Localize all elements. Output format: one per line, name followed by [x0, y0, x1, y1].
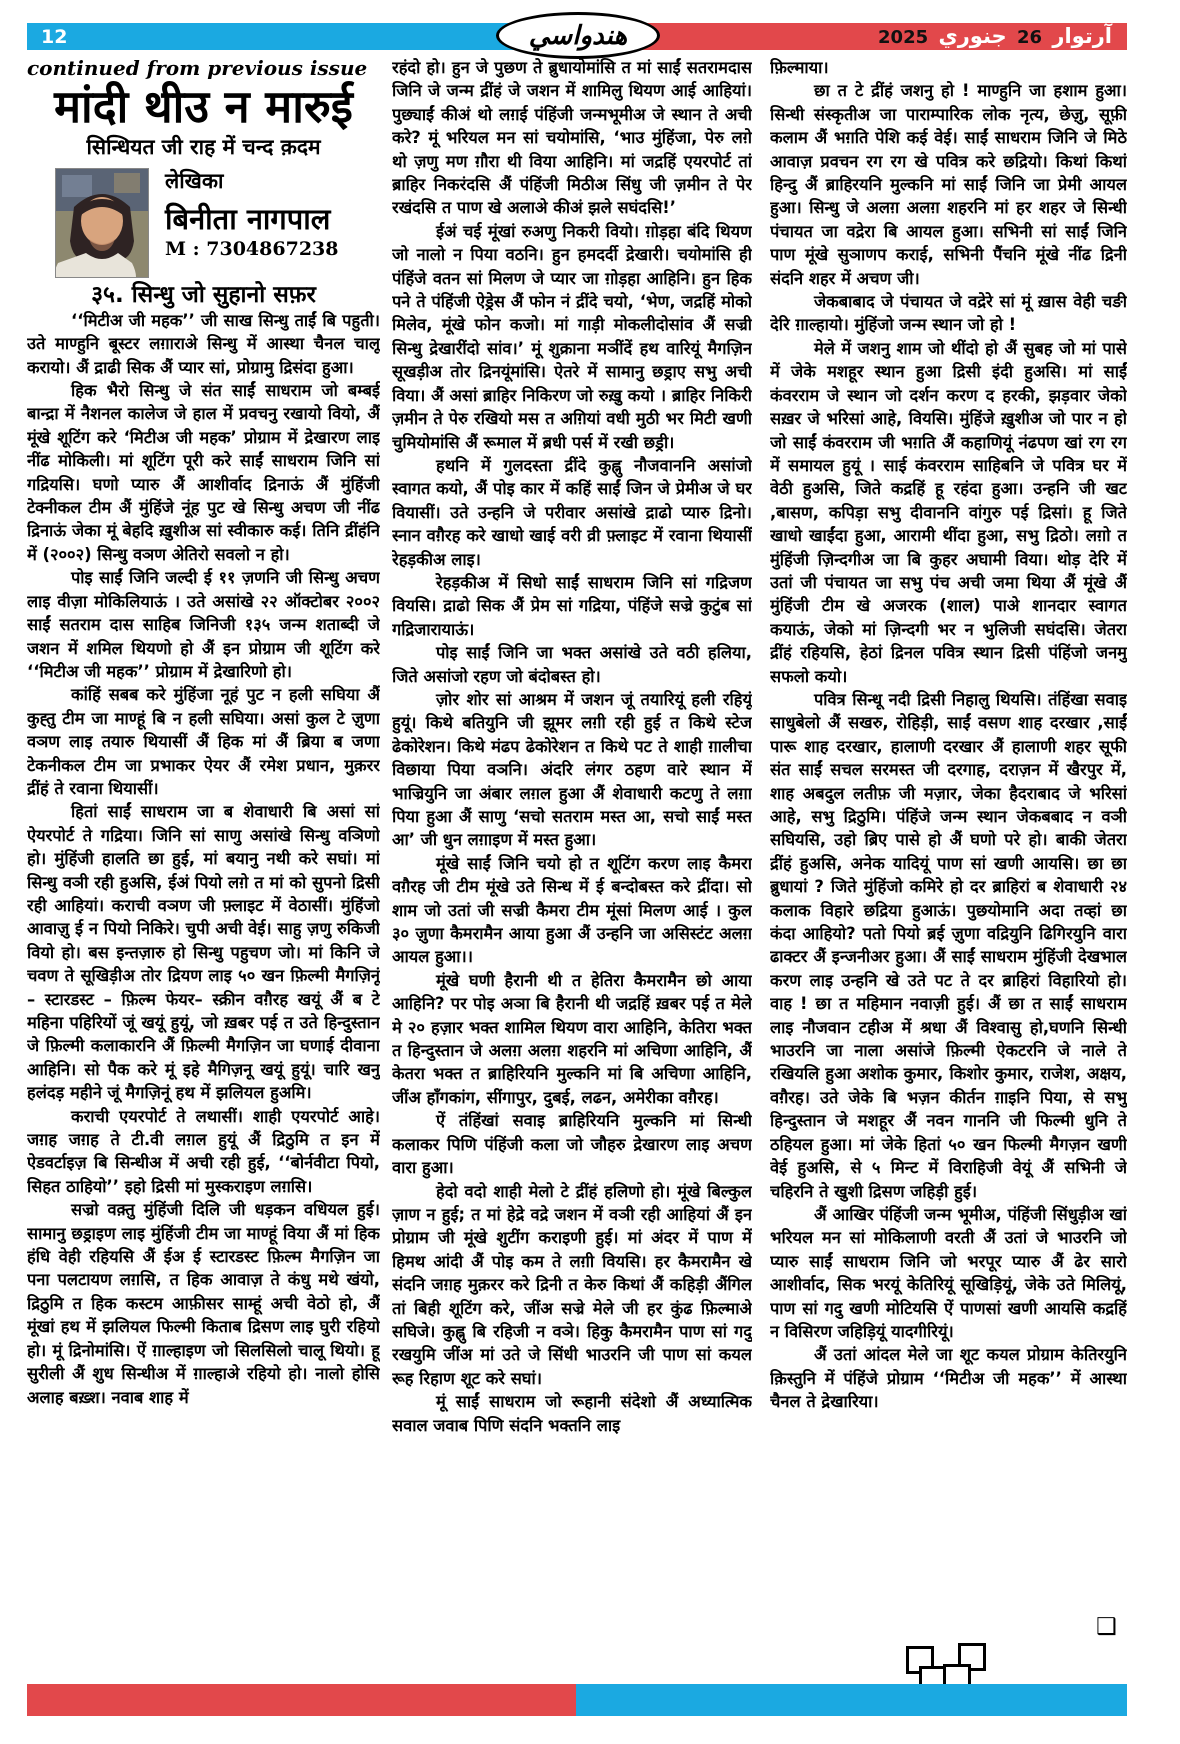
paragraph: अैं आखिर पंहिंजी जन्म भूमीअ, पंहिंजी सिंधुड़ीअ खां भरियल मन सां मोकिलाणी वरती अैं उतां जे भाउरनि जो प्यारु साईं साधराम जिनि जो भरपूर प्यारु अैं ढेर सारो आशीर्वाद, सिक भरयूं केतिरियूं सूखिड़ियूं, जेके उते मिलियूं, पाण सां गदु खणी मोटियसि ऐं पाणसां खणी आयसि कद्रहिं न विसिरण जहिड़ियूं यादगीरियूं।	[770, 1204, 1127, 1341]
article-subhead: सिन्धियत जी राह में चन्द क़दम	[86, 135, 321, 159]
paragraph: पोइ साईं जिनि जा भक्त असांखे उते वठी हलिया, जिते असांजो रहण जो बंदोबस्त हो।	[392, 643, 752, 686]
paragraph: हितां साईं साधराम जा ब शेवाधारी बि असां सां ऐयरपोर्ट ते गद्रिया। जिनि सां साणु असांखे सिन्धु वञिणो हो। मुंहिंजी हालति छा हुई, मां बयानु नथी करे सघां। मां सिन्धु वञी रही हुअसि, ईअं पियो लग़े त मां को सुपनो द्रिसी रही आहियां। कराची वञण जी फ़्लाइट में वेठासीं। मुंहिंजो आवाज़ु ई न पियो निकिरे। चुपी अची वेई। साहु ज़णु रुकिजी वियो हो। बस इन्तज़ारु हो सिन्धु पहुचण जो। मां किनि जे चवण ते सूखिड़ीअ तोर द्रियण लाइ ५० खन फ़िल्मी मैगज़िनूं – स्टारडस्ट – फ़िल्म फेयर– स्क्रीन वग़ैरह खयूं अैं ब टे महिना पहिरियों जूं खयूं हुयूं, जो ख़बर पई त उते हिन्दुस्तान जे फ़िल्मी कलाकारनि अैं फ़िल्मी मैगज़िन जा घणाई दीवाना आहिनि। सो पैक करे मूं इहे मैगिज़नू खयूं हुयूं। चारि खनु हलंदड़ महीने जूं मैगज़िनूं हथ में झलियल हुअमि।	[27, 802, 380, 1103]
column-1	[27, 56, 380, 1668]
author-photo	[55, 168, 149, 278]
article-headline: मांदी थीउ न मारुई	[54, 80, 353, 133]
paragraph: ऐं तंहिंखां सवाइ ब्राहिरियनि मुल्कनि मां सिन्धी कलाकर पिणि पंहिंजी कला जो जौहरु द्रेखारण लाइ अचण वारा हुआ।	[392, 1111, 752, 1178]
paragraph: जेकबाबाद जे पंचायत जे वद्रेरे सां मूं ख़ास वेही चङी देरि ग़ाल्हायो। मुंहिंजो जन्म स्थान जो हो !	[770, 292, 1127, 335]
date-day: 26	[1016, 27, 1043, 48]
paragraph: कांहिं सबब करे मुंहिंजा नूहं पुट न हली सघिया अैं कुह्तु टीम जा माण्हूं बि न हली सघिया। असां कुल टे ज़ुणा वञण लाइ तयारु थियासीं अैं हिक मां अैं ब्रिया ब जणा टेकनीकल टीम जा प्रभाकर ऐयर अैं रमेश प्रधान, मुक़रर द्रींहं ते रवाना थियासीं।	[27, 685, 380, 798]
author-name: बिनीता नागपाल	[165, 201, 331, 236]
masthead-bar-cyan	[27, 23, 519, 50]
paragraph: कराची एयरपोर्ट ते लथासीं। शाही एयरपोर्ट आहे। जग़ह जग़ह ते टी.वी लग़ल हुयूं अैं द्रिठुमि त इन में ऐडवर्टाइज़ बि सिन्धीअ में अची रही हुई, ‘‘बोर्नवीटा पियो, सिहत ठाहियो’’ इहो द्रिसी मां मुस्कराइण लग़सि।	[27, 1106, 380, 1196]
paragraph: मूं साईं साधराम जो रूहानी संदेशो अैं अध्यात्मिक सवाल जवाब पिणि संदनि भक्तनि लाइ	[392, 1392, 752, 1435]
column-1-text	[27, 309, 380, 1409]
date-month: جنوري	[938, 24, 1007, 48]
continued-note: continued from previous issue	[27, 56, 368, 80]
paragraph: रहंदो हो। हुन जे पुछण ते ब्रुधायोमांसि त मां साईं सतरामदास जिनि जे जन्म द्रींहं जे जशन में शामिलु थियण आई आहियां। पुछ्याईं कीअं थो लग़ई पंहिंजी जन्मभूमीअ जे स्थान ते अची करे? मूं भरियल मन सां चयोमांसि, ‘भाउ मुंहिंजा, पेरु लग़े थो ज़णु मण ग़ौरा थी विया आहिनि। मां जद्रहिं एयरपोर्ट तां ब्राहिर निकरंदसि अैं पंहिंजी मिठीअ सिंधु जी ज़मीन ते पेर रखंदसि त पाण खे अलाअे कीअं झले सघंदसि!’	[392, 58, 752, 218]
paragraph: हिक भैरो सिन्धु जे संत साईं साधराम जो बम्बई बान्द्रा में नैशनल कालेज जे हाल में प्रवचनु रखायो वियो, अैं मूंखे शूटिंग करे ‘मिटीअ जी महक’ प्रोग्राम में द्रेखारण लाइ नींढ मोकिली। मां शूटिंग पूरी करे साईं साधराम जिनि सां गद्रियसि। घणो प्यारु अैं आशीर्वाद द्रिनाऊं अैं मुंहिंजी टेक्नीकल टीम अैं मुंहिंजे नूंह पुट खे सिन्धु अचण जी नींढ द्रिनाऊं जेका मूं बेहदि ख़ुशीअ सां स्वीकारु कई। तिनि द्रींहंनि में (२००२) सिन्धु वञण अेतिरो सवलो न हो।	[27, 381, 380, 564]
author-label: लेखिका	[165, 169, 224, 194]
paragraph: रेहड़कीअ में सिधो साईं साधराम जिनि सां गद्रिजण वियसि। द्राढो सिक अैं प्रेम सां गद्रिया, पंहिंजे सज्रे कुटुंब सां गद्रिजारायाऊं।	[392, 572, 752, 639]
paragraph: ‘‘मिटीअ जी महक’’ जी साख सिन्धु ताईं बि पहुती। उते माण्हुनि बूस्टर लग़ाराअे सिन्धु में आस्था चैनल चालू करायो। अैं द्राढी सिक अैं प्यार सां, प्रोग्रामु द्रिसंदा हुआ।	[27, 310, 380, 377]
column-2	[392, 56, 752, 1668]
footer-bar	[27, 1684, 1127, 1716]
date-weekday: آرتوار	[1052, 24, 1112, 48]
footer-bar-red	[27, 1684, 576, 1716]
paragraph: पवित्र सिन्धू नदी द्रिसी निहालु थियसि। तंहिंखा सवाइ साधुबेलो अैं सखरु, रोहिड़ी, साईं वसण शाह दरखार ,साईं पारू शाह दरखार, हालाणी दरखार अैं हालाणी शहर सूफी संत साईं सचल सरमस्त जी दरगाह, दराज़न में खैरपुर में, शाह अबदुल लतीफ़ जी मज़ार, जेका हैदराबाद जे भरिसां आहे, सभु द्रिठुमि। पंहिंजे जन्म स्थान जेकबबाद न वञी सघियसि, उहो ब्रिए पासे हो अैं घणो परे हो। बाकी जेतरा द्रींहं हुअसि, अनेक यादियूं पाण सां खणी आयसि। छा छा ब्रुधायां ? जिते मुंहिंजो कमिरे हो दर ब्राहिरां ब शेवाधारी २४ कलाक विहारे छद्रिया हुआऊं। पुछयोमानि अदा तव्हां छा कंदा आहियो? पतो पियो ब्रई ज़ुणा वद्रियुनि ढिगिरयुनि वारा ढाक्टर अैं इन्जनीअर हुआ। अैं साईं साधराम मुंहिंजी देखभाल करण लाइ उन्हनि खे उते पट ते दर ब्राहिरां विहारियो हो। वाह ! छा त महिमान नवाज़ी हुई। अैं छा त साईं साधराम लाइ नौजवान टहीअ में श्रधा अैं विश्वासु हो,घणनि सिन्धी भाउरनि जा नाला असांजे फ़िल्मी ऐकटरनि जे नाले ते रखियलि हुआ अशोक कुमार, किशोर कुमार, राजेश, अक्षय, वग़ैरह। उते जेके बि भज़न कीर्तन ग़ाइनि पिया, से सभु हिन्दुस्तान जे मशहूर अैं नवन गाननि जी फिल्मी धुनि ते ठहियल हुआ। मां जेके हितां ५० खन फिल्मी मैगज़न खणी वेई हुअसि, से ५ मिन्ट में विराहिजी वेयूं अैं सभिनी जे चहिरनि ते खुशी द्रिसण जहिड़ी हुई।	[770, 689, 1127, 1201]
paragraph: ज़ोर शोर सां आश्रम में जशन जूं तयारियूं हली रहियूं हुयूं। किथे बतियुनि जी झूमर लग़ी रही हुई त किथे स्टेज ढेकोरेशन। किथे मंढप ढेकोरेशन त किथे पट ते शाही ग़ालीचा विछाया पिया वञनि। अंदरि लंगर ठहण वारे स्थान में भाज्रियुनि जा अंबार लग़ल हुआ अैं शेवाधारी कटणु ते लग़ा पिया हुआ अैं साणु ‘सचो सतराम मस्त आ, सचो साईं मस्त आ’ जी धुन लग़ाइण में मस्त हुआ।	[392, 689, 752, 850]
author-block	[55, 168, 380, 278]
paragraph: अैं उतां आंदल मेले जा शूट कयल प्रोग्राम केतिरयुनि क़िस्तुनि में पंहिंजे प्रोग्राम ‘‘मिटीअ जी महक’’ में आस्था चैनल ते द्रेखारिया।	[770, 1345, 1127, 1412]
date-line	[875, 23, 1112, 50]
paragraph: हथनि में गुलदस्ता द्रींदे कुह्नु नौजवाननि असांजो स्वागत कयो, अैं पोइ कार में कहिं साईं जिन जे प्रेमीअ जे घर वियासीं। उते उन्हनि जे परीवार असांखे द्राढो प्यारु द्रिनो। स्नान वग़ैरह करे खाधो खाई वरी व्री फ़्लाइट में रवाना थियासीं रेहड़कीअ लाइ।	[392, 455, 752, 569]
paragraph: मेले में जशनु शाम जो थींदो हो अैं सुबह जो मां पासे में जेके मशहूर स्थान हुआ द्रिसी इंदी हुअसि। मां साईं कंवरराम जे स्थान जो दर्शन करण द हरकी, झड़वार जेको सख़र जे भरिसां आहे, वियसि। मुंहिंजे ख़ुशीअ जो पार न हो जो साईं कंवरराम जी भग़ति अैं कहाणियूं नंढपण खां रग रग में समायल हुयूं । साई कंवरराम साहिबनि जे पवित्र घर में वेठी हुअसि, जिते कद्रहिं हू रहंदा हुआ। उन्हनि जी खट ,बासण, कपिड़ा सभु दीवाननि वांगुरु पई द्रिसां। हू जिते खाधो खाईंदा हुआ, आरामी थींदा हुआ, सभु द्रिठो। लग़ो त मुंहिंजी ज़िन्दगीअ जा बि कुहर अघामी विया। थोड़ देरि में उतां जी पंचायत जा सभु पंच अची जमा थिया अैं मूंखे अैं मुंहिंजी टीम खे अजरक (शाल) पाअे शानदार स्वागत कयाऊं, जेको मां ज़िन्दगी भर न भुलिजी सघंदसि। जेतरा द्रींहं रहियसि, हेठां द्रिनल पवित्र स्थान द्रिसी पंहिंजो जनमु सफलो कयो।	[770, 338, 1127, 686]
article-head	[27, 56, 380, 308]
date-year: 2025	[878, 27, 929, 48]
author-info	[165, 168, 338, 261]
footer-bar-cyan	[576, 1684, 1127, 1716]
author-phone: M : 7304867238	[165, 237, 339, 260]
paragraph: सज्रो वक़्तु मुंहिंजी दिलि जी धड़कन वधियल हुई। सामानु छड्राइण लाइ मुंहिंजी टीम जा माण्हूं विया अैं मां हिक हंधि वेही रहियसि अैं ईअ ई स्टारडस्ट फ़िल्म मैगज़िन जा पना पलटायण लग़सि, त हिक आवाज़ ते कंधु मथे खंयो, द्रिठुमि त हिक कस्टम आफ़ीसर साम्हूं अची वेठो हो, अैं मूंखां हथ में झलियल फिल्मी किताब द्रिसण लाइ घुरी रहियो हो। मूं द्रिनोमांसि। ऐं ग़ाल्हाइण जो सिलसिलो चालू थियो। हू सुरीली अैं शुध सिन्धीअ में ग़ाल्हाअे रहियो हो। नालो होसि अलाह बख़्श। नवाब शाह में	[27, 1200, 380, 1407]
paragraph: हेदो वदो शाही मेलो टे द्रींहं हलिणो हो। मूंखे बिल्कुल ज़ाण न हुई; त मां हेद्रे वद्रे जशन में वञी रही आहियां अैं इन प्रोग्राम जी मूंखे शुटींग कराइणी हुई। मां अंदर में पाण में हिमथ आंदी अैं पोइ कम ते लग़ी वियसि। हर कैमरामैन खे संदनि जग़ह मुक़रर करे द्रिनी त केरु किथां अैं कहिड़ी अैंगिल तां बिही शूटिंग करे, जींअ सज्रे मेले जी हर कुंढ फ़िल्माअे सघिजे। कुह्नु बि रहिजी न वञे। हिकु कैमरामैन पाण सां गदु रखयुमि जींअ मां उते जे सिंधी भाउरनि जी पाण सां कयल रूह रिहाण शूट करे सघां।	[392, 1181, 752, 1388]
page-number: 12	[41, 26, 68, 48]
section-title: ३५. सिन्धु जो सुहानो सफ़र	[91, 282, 316, 309]
paragraph: मूंखे घणी हैरानी थी त हेतिरा कैमरामैन छो आया आहिनि? पर पोइ अञा बि हैरानी थी जद्रहिं ख़बर पई त मेले मे २० हज़ार भक्त शामिल थियण वारा आहिनि, केतिरा भक्त त हिन्दुस्तान जे अलग़ अलग़ शहरनि मां अचिणा आहिनि, अैं केतरा भक्त त ब्राहिरियनि मुल्कनि मां बि अचिणा आहिनि, जींअ हॉंगकांग, सींगापुर, दुबई, लढन, अमेरीका वग़ैरह।	[392, 970, 752, 1107]
paragraph: छा त टे द्रींहं जशनु हो ! माण्हुनि जा हशाम हुआ। सिन्धी संस्कृतीअ जा पाराम्पारिक लोक नृत्य, छेज़ु, सूफ़ी कलाम अैं भग़ति पेशि कई वेई। साईं साधराम जिनि जे मिठे आवाज़ प्रवचन रग रग खे पवित्र करे छद्रियो। किथां किथां हिन्दु अैं ब्राहिरयनि मुल्कनि मां साईं जिनि जा प्रेमी आयल हुआ। सिन्धु जे अलग़ अलग़ शहरनि मां हर शहर जे सिन्धी पंचायत जा वद्रेरा बि आयल हुआ। सभिनी सां साईं जिनि पाण मूंखे सुञाणप कराई, सभिनी पैंचनि मूंखे नींढ द्रिनी संदनि शहर में अचण जी।	[770, 81, 1127, 288]
column-3	[770, 56, 1127, 1668]
paragraph: ईअं चई मूंखां रुअणु निकरी वियो। ग़ोड़हा बंदि थियण जो नालो न पिया वठनि। हुन हमदर्दी द्रेखारी। चयोमांसि ही पंहिंजे वतन सां मिलण जे प्यार जा ग़ोड़हा आहिनि। हुन हिक पने ते पंहिंजी ऐड्रेस अैं फोन नं द्रींदे चयो, ‘भेण, जद्रहिं मोको मिलेव, मूंखे फोन कजो। मां गाड़ी मोकलीदोसांव अैं सज्री सिन्धु द्रेखारींदो सांव।’ मूं शुक्राना मञींदें हथ वारियूं मैगज़िन सूखड़ीअ तोर द्रिनयूंमांसि। ऐतरे में सामानु छड्राए सभु अची विया। अैं असां ब्राहिर निकिरण जो रुख़ु कयो । ब्राहिर निकिरी ज़मीन ते पेरु रखियो मस त अग़ियां वधी मुठी भर मिटी खणी चुमियोमांसि अैं रूमाल में ब्रधी पर्स में रखी छड्री।	[392, 221, 752, 452]
article-end-mark: ❑	[1096, 1614, 1117, 1640]
paragraph: पोइ साईं जिनि जल्दी ई ११ ज़णनि जी सिन्धु अचण लाइ वीज़ा मोकिलियाऊं । उते असांखे २२ ऑक्टोबर २००२ साईं सतराम दास साहिब जिनिजी १३५ जन्म शताब्दी जे जशन में शमिल थियणो हो अैं इन प्रोग्राम जी शूटिंग करे ‘‘मिटीअ जी महक’’ प्रोग्राम में द्रेखारिणो हो।	[27, 568, 380, 681]
newspaper-logo-text: هندواسي	[528, 20, 628, 51]
paragraph: मूंखे साईं जिनि चयो हो त शूटिंग करण लाइ कैमरा वग़ैरह जी टीम मूंखे उते सिन्ध में ई बन्दोबस्त करे द्रींदा। सो शाम जो उतां जी सज्री कैमरा टीम मूंसां मिलण आई । कुल ३० ज़ुणा कैमरामैन आया हुआ अैं उन्हनि जा असिस्टंट अलग़ आयल हुआ।।	[392, 853, 752, 967]
newspaper-logo	[496, 12, 660, 59]
paragraph: फ़िल्माया।	[770, 58, 829, 77]
